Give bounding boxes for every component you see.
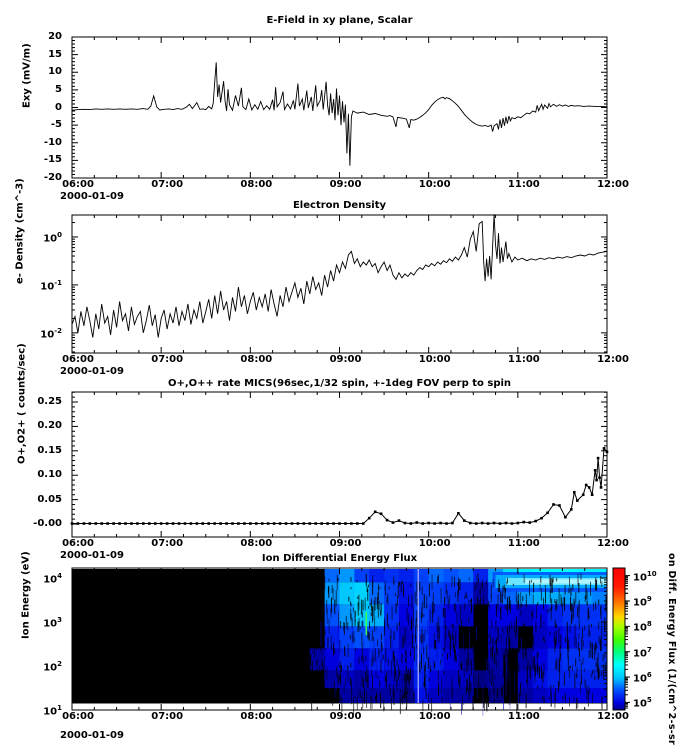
tick-label: 0.15 [37, 444, 62, 456]
panel2-title: Electron Density [292, 200, 387, 211]
tick-label: 06:00 [62, 711, 94, 722]
tick-label: 06:00 [62, 179, 94, 190]
tick-label: 10:00 [418, 179, 451, 190]
tick-label: $10^{10}$ [633, 569, 657, 583]
panel1-date-label: 2000-01-09 [60, 191, 124, 202]
tick-label: $10^7$ [633, 645, 652, 659]
tick-label: 0 [55, 101, 62, 113]
tick-label: 11:00 [507, 354, 540, 365]
tick-label: 08:00 [240, 354, 273, 365]
panel2-date-label: 2000-01-09 [60, 366, 124, 377]
tick-label: $10^{-2}$ [40, 326, 62, 341]
tick-label: 10:00 [418, 711, 451, 722]
panel4-date-label: 2000-01-09 [60, 730, 124, 741]
tick-label: 20 [48, 31, 62, 42]
tick-label: 07:00 [151, 179, 184, 190]
tick-label: -10 [43, 136, 62, 148]
tick-label: $10^0$ [43, 230, 62, 245]
panel4-title: Ion Differential Energy Flux [261, 553, 418, 564]
tick-label: $10^4$ [43, 571, 62, 586]
tick-label: 0.20 [37, 420, 62, 432]
tick-label: 07:00 [151, 538, 184, 549]
tick-label: 10:00 [418, 354, 451, 365]
tick-label: 12:00 [597, 538, 629, 549]
panel3-date-label: 2000-01-09 [60, 550, 124, 561]
panel4-y-axis-label: Ion Energy (eV) [20, 551, 32, 639]
tick-label: 06:00 [62, 538, 94, 549]
tick-label: $10^8$ [633, 620, 652, 634]
tick-label: 11:00 [507, 711, 540, 722]
tick-label: 07:00 [151, 711, 184, 722]
panel3-title: O+,O++ rate MICS(96sec,1/32 spin, +-1deg FOV perp to spin [167, 378, 512, 389]
tick-label: 5 [55, 83, 62, 95]
panel1-title: E-Field in xy plane, Scalar [266, 15, 413, 26]
tick-label: 10 [48, 66, 62, 78]
tick-label: 08:00 [240, 538, 273, 549]
tick-label: 12:00 [597, 711, 629, 722]
tick-label: -20 [43, 172, 62, 183]
tick-label: 09:00 [329, 354, 362, 365]
tick-label: 08:00 [240, 179, 273, 190]
tick-label: 12:00 [597, 179, 629, 190]
panel3-y-axis-label: O+,O2+ ( counts/sec) [16, 343, 28, 464]
tick-label: $10^3$ [43, 615, 62, 630]
tick-label: 0.05 [37, 493, 62, 505]
tick-label: 15 [48, 48, 62, 60]
tick-label: $10^6$ [633, 671, 652, 685]
tick-label: 11:00 [507, 538, 540, 549]
tick-label: 0.10 [37, 469, 62, 481]
tick-label: $10^9$ [633, 594, 652, 609]
tick-label: 07:00 [151, 354, 184, 365]
tick-label: $10^2$ [43, 659, 62, 674]
tick-label: 08:00 [240, 711, 273, 722]
tick-label: $10^1$ [43, 704, 62, 718]
tick-label: -0.00 [33, 518, 62, 530]
tick-label: 0.25 [37, 396, 62, 407]
colorbar-axis-label: on Diff. Energy Flux (1/(cm^2-s-sr [666, 553, 677, 745]
tick-label: $10^{-1}$ [40, 278, 62, 293]
tick-label: 09:00 [329, 711, 362, 722]
tick-label: 12:00 [597, 354, 629, 365]
tick-label: 09:00 [329, 179, 362, 190]
panel2-y-axis-label: e- Density (cm^-3) [14, 178, 26, 284]
tick-label: 11:00 [507, 179, 540, 190]
tick-label: $10^5$ [633, 696, 652, 710]
tick-label: 10:00 [418, 538, 451, 549]
tick-label: -5 [50, 119, 62, 131]
panel1-y-axis-label: Exy (mV/m) [21, 43, 33, 108]
tick-label: 06:00 [62, 354, 94, 365]
tick-label: 09:00 [329, 538, 362, 549]
tick-label: -15 [43, 154, 62, 166]
